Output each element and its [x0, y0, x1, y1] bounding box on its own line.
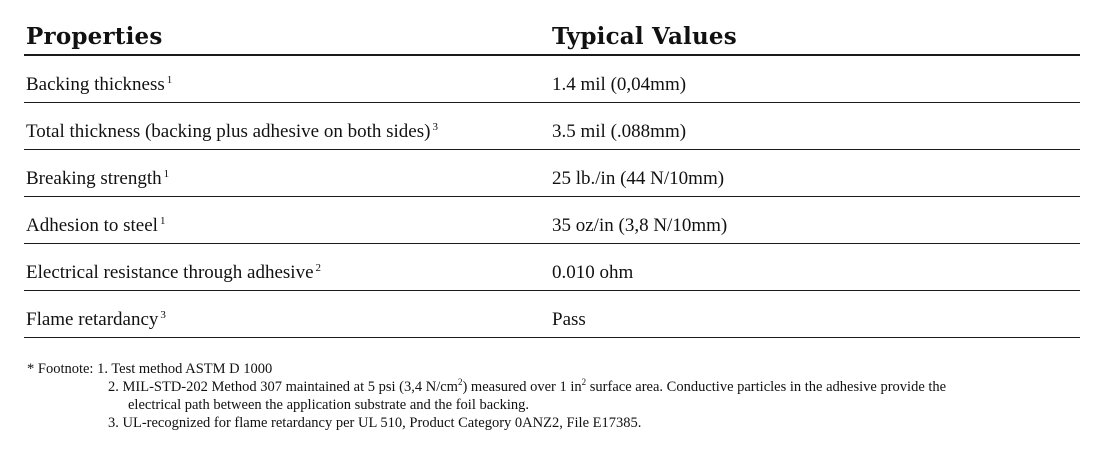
superscript: 2	[457, 377, 463, 388]
property-label: Adhesion to steel	[26, 215, 158, 236]
value-cell: 25 lb./in (44 N/10mm)	[552, 168, 725, 189]
property-label: Breaking strength	[26, 168, 162, 189]
property-label: Electrical resistance through adhesive	[26, 262, 314, 283]
value-cell: 35 oz/in (3,8 N/10mm)	[552, 215, 728, 236]
table-row	[24, 244, 1080, 291]
property-cell	[26, 215, 165, 237]
property-label: Flame retardancy	[26, 309, 159, 330]
property-cell	[26, 262, 321, 284]
property-cell	[26, 309, 166, 331]
property-cell	[26, 168, 169, 190]
footnote-2	[27, 378, 1087, 396]
property-cell	[26, 121, 438, 143]
footnote-ref: 1	[166, 73, 173, 86]
footnote-3: 3. UL-recognized for flame retardancy per UL 510, Product Category 0ANZ2, File E17385.	[108, 415, 642, 431]
table-row	[24, 56, 1080, 103]
table-header	[24, 20, 1080, 56]
footnote-ref: 2	[315, 261, 322, 274]
footnote-2-continuation: electrical path between the application substrate and the foil backing.	[128, 397, 530, 413]
footnotes	[27, 360, 1087, 432]
footnote-2-text: 2. MIL-STD-202 Method 307 maintained at 5 psi (3,4 N/cm	[108, 379, 458, 395]
properties-header: Properties	[26, 23, 163, 50]
table-row	[24, 197, 1080, 244]
superscript: 2	[581, 377, 587, 388]
property-label: Total thickness (backing plus adhesive on both sides)	[26, 121, 431, 142]
footnote-ref: 1	[163, 167, 170, 180]
table-row	[24, 150, 1080, 197]
value-cell: 1.4 mil (0,04mm)	[552, 74, 687, 95]
footnote-ref: 3	[160, 308, 166, 321]
value-cell: 3.5 mil (.088mm)	[552, 121, 687, 142]
value-cell: Pass	[552, 309, 586, 330]
property-cell	[26, 74, 172, 96]
footnote-ref: 3	[432, 120, 438, 133]
footnote-1: * Footnote: 1. Test method ASTM D 1000	[27, 361, 273, 377]
typical-values-header: Typical Values	[552, 23, 737, 50]
footnote-ref: 1	[159, 214, 166, 227]
table-row	[24, 291, 1080, 338]
value-cell: 0.010 ohm	[552, 262, 634, 283]
footnote-2-text: ) measured over 1 in	[462, 379, 582, 395]
footnote-2-text: surface area. Conductive particles in the adhesive provide the	[586, 379, 947, 395]
properties-table	[24, 20, 1080, 338]
table-row	[24, 103, 1080, 150]
property-label: Backing thickness	[26, 74, 165, 95]
